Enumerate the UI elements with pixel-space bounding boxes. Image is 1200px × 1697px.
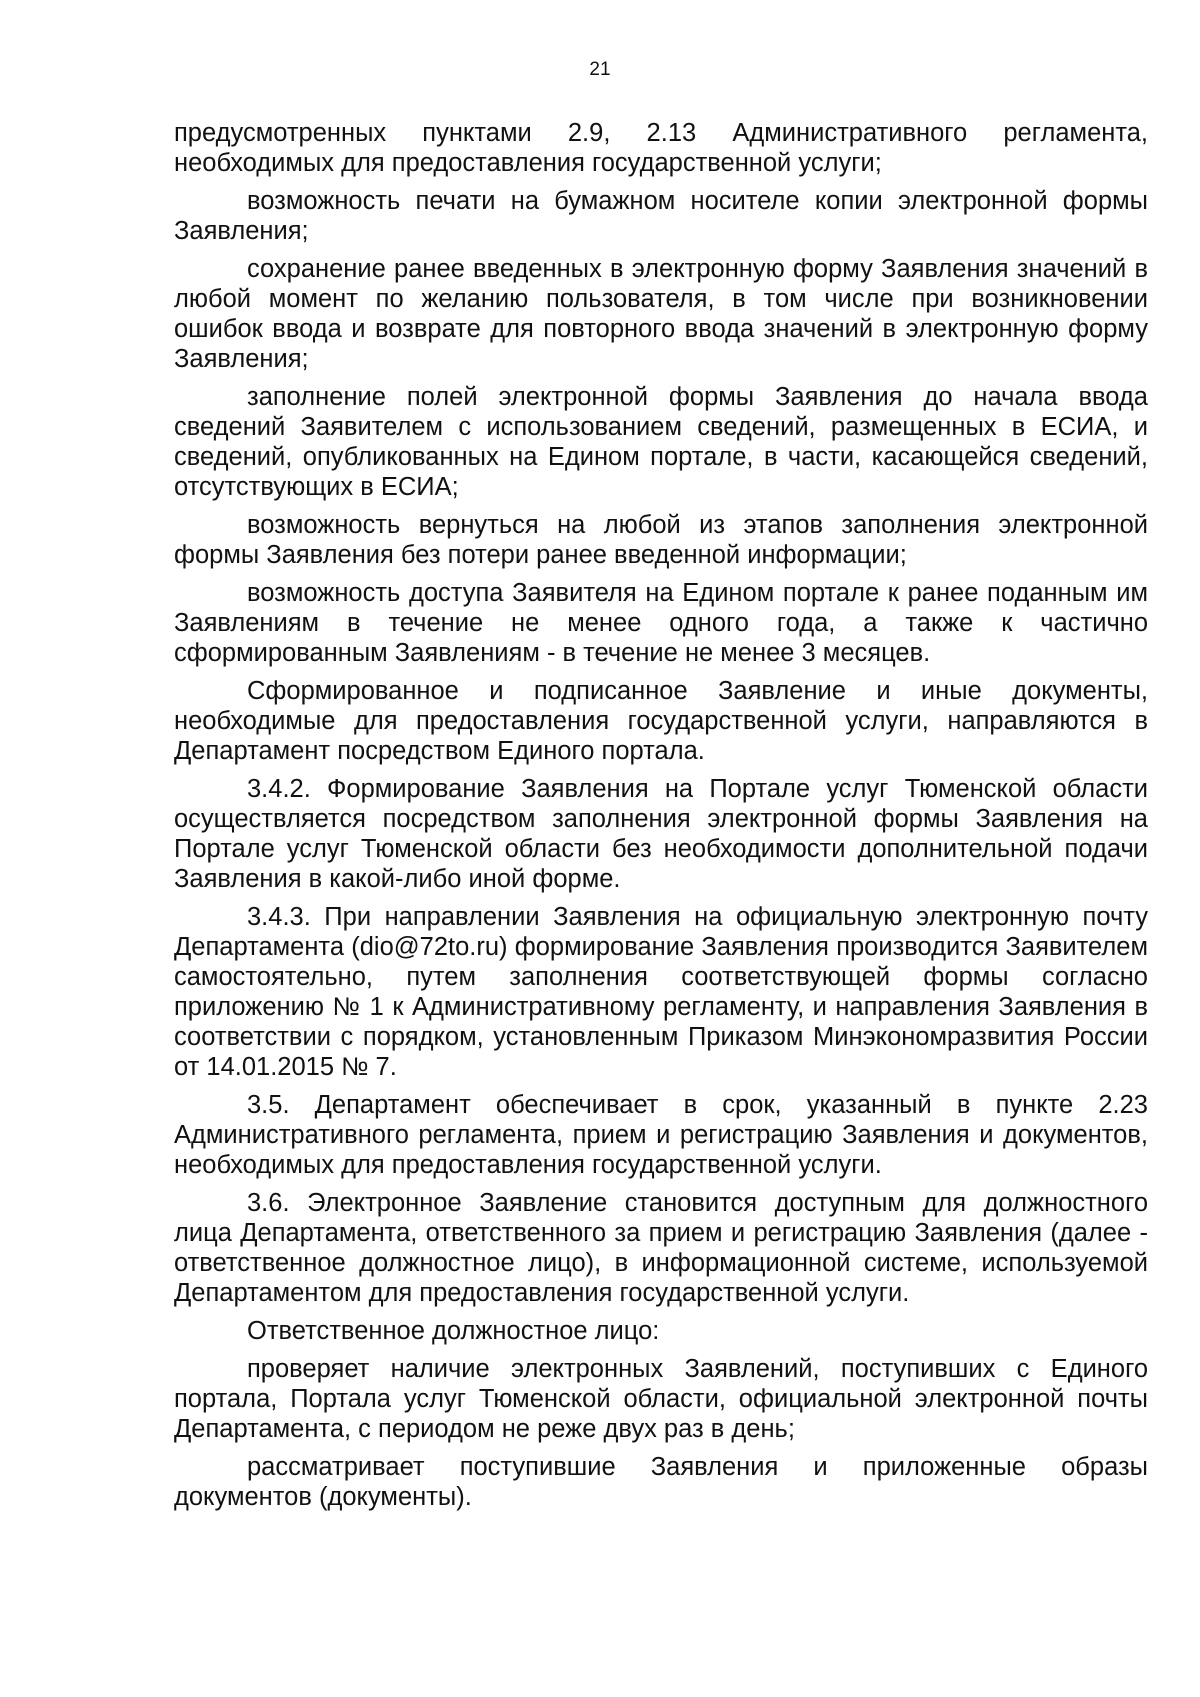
paragraph-3-4-2: 3.4.2. Формирование Заявления на Портале услуг Тюменской области осуществляется посредством заполнения электронной формы Заявления на Портале услуг Тюменской области без необходимости дополнительной подачи Заявления в какой-либо иной форме.: [174, 775, 1148, 893]
paragraph: сохранение ранее введенных в электронную форму Заявления значений в любой момент по желанию пользователя, в том числе при возникновении ошибок ввода и возврате для повторного ввода значений в электронную форму Заявления;: [174, 255, 1148, 373]
paragraph-3-4-3: 3.4.3. При направлении Заявления на официальную электронную почту Департамента (dio@72to.ru) формирование Заявления производится Заявителем самостоятельно, путем заполнения соответствующей формы согласно приложению № 1 к Административному регламенту, и направления Заявления в соответствии с порядком, установленным Приказом Минэкономразвития России от 14.01.2015 № 7.: [174, 903, 1148, 1081]
paragraph-continuation: предусмотренных пунктами 2.9, 2.13 Административного регламента, необходимых для предоставления государственной услуги;: [174, 119, 1148, 177]
paragraph: проверяет наличие электронных Заявлений, поступивших с Единого портала, Портала услуг Тюменской области, официальной электронной почты Департамента, с периодом не реже двух раз в день;: [174, 1355, 1148, 1443]
paragraph: возможность доступа Заявителя на Едином портале к ранее поданным им Заявлениям в течение не менее одного года, а также к частично сформированным Заявлениям - в течение не менее 3 месяцев.: [174, 579, 1148, 667]
paragraph: заполнение полей электронной формы Заявления до начала ввода сведений Заявителем с использованием сведений, размещенных в ЕСИА, и сведений, опубликованных на Едином портале, в части, касающейся сведений, отсутствующих в ЕСИА;: [174, 383, 1148, 501]
document-body: [174, 118, 1148, 1520]
page-number: 21: [589, 59, 611, 80]
paragraph-3-6: 3.6. Электронное Заявление становится доступным для должностного лица Департамента, ответственного за прием и регистрацию Заявления (далее - ответственное должностное лицо), в информационной системе, используемой Департаментом для предоставления государственной услуги.: [174, 1189, 1148, 1307]
paragraph: Сформированное и подписанное Заявление и иные документы, необходимые для предоставления государственной услуги, направляются в Департамент посредством Единого портала.: [174, 677, 1148, 765]
paragraph: рассматривает поступившие Заявления и приложенные образы документов (документы).: [174, 1453, 1148, 1511]
paragraph: возможность печати на бумажном носителе копии электронной формы Заявления;: [174, 187, 1148, 245]
paragraph: Ответственное должностное лицо:: [247, 1317, 660, 1345]
paragraph-3-5: 3.5. Департамент обеспечивает в срок, указанный в пункте 2.23 Административного регламента, прием и регистрацию Заявления и документов, необходимых для предоставления государственной услуги.: [174, 1091, 1148, 1179]
paragraph: возможность вернуться на любой из этапов заполнения электронной формы Заявления без потери ранее введенной информации;: [174, 511, 1148, 569]
